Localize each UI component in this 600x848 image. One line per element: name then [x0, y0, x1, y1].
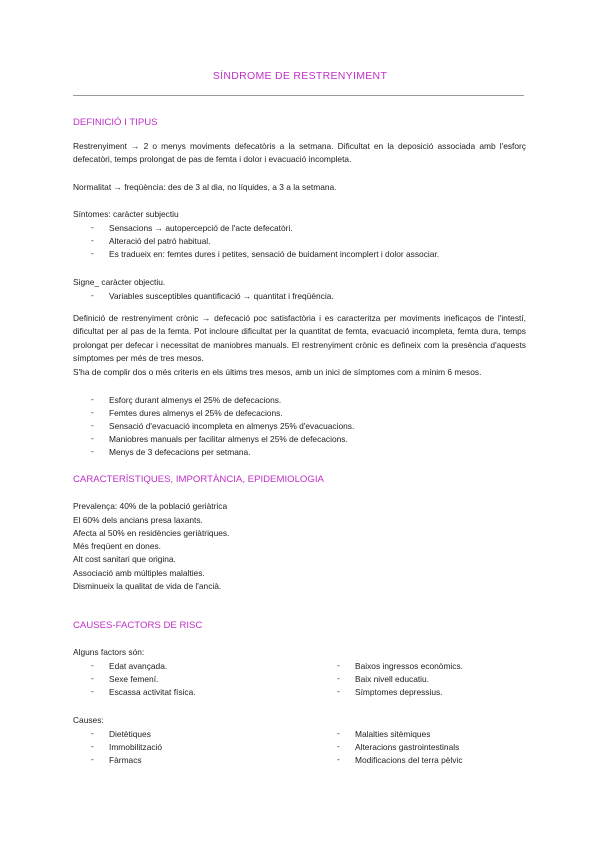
list-bullet: -: [91, 235, 94, 245]
list-item: Baix nivell educatiu.: [355, 674, 430, 684]
list-bullet: -: [91, 741, 94, 751]
list-item: Edat avançada.: [109, 661, 168, 671]
title-divider: [73, 95, 524, 96]
list-bullet: -: [337, 660, 340, 670]
paragraph-restrenyiment: Restrenyiment → 2 o menys moviments defecatòris a la setmana. Dificultat en la deposició associada amb l'esforç defecatòri, temps prolongat de pas de femta i dolor i evacuació incompleta.: [73, 141, 526, 165]
section-heading-definicio: DEFINICIÓ I TIPUS: [73, 117, 158, 128]
signe-label: Signe_ caràcter objectiu.: [73, 277, 166, 287]
epidemiology-line: Prevalença: 40% de la població geriàtrica: [73, 501, 228, 511]
list-bullet: -: [91, 728, 94, 738]
list-item: Variables susceptibles quantificació → quantitat i freqüència.: [109, 291, 334, 301]
causes-label: Causes:: [73, 715, 104, 725]
list-item: Femtes dures almenys el 25% de defecacions.: [109, 408, 283, 418]
list-item: Baixos ingressos econòmics.: [355, 661, 463, 671]
list-item: Dietètiques: [109, 729, 151, 739]
list-item: Malalties sitèmiques: [355, 729, 431, 739]
list-item: Maniobres manuals per facilitar almenys el 25% de defecacions.: [109, 434, 348, 444]
epidemiology-line: El 60% dels ancians presa laxants.: [73, 515, 203, 525]
list-item: Sensació d'evacuació incompleta en almenys 25% d'evacuacions.: [109, 421, 355, 431]
list-item: Fàrmacs: [109, 755, 142, 765]
section-heading-causes: CAUSES-FACTORS DE RISC: [73, 620, 203, 631]
factors-label: Alguns factors són:: [73, 647, 145, 657]
list-item: Sexe femení.: [109, 674, 159, 684]
list-item: Menys de 3 defecacions per setmana.: [109, 447, 251, 457]
list-bullet: -: [337, 728, 340, 738]
list-bullet: -: [337, 741, 340, 751]
list-bullet: -: [91, 660, 94, 670]
list-item: Es tradueix en: femtes dures i petites, sensació de buidament incomplert i dolor associar.: [109, 249, 440, 259]
paragraph-criteris: S'ha de complir dos o més criteris en els últims tres mesos, amb un inici de símptomes com a mínim 6 mesos.: [73, 367, 482, 377]
list-bullet: -: [91, 420, 94, 430]
list-bullet: -: [91, 394, 94, 404]
epidemiology-line: Afecta al 50% en residències geriàtriques.: [73, 528, 230, 538]
list-bullet: -: [91, 433, 94, 443]
list-bullet: -: [337, 673, 340, 683]
paragraph-normalitat: Normalitat → freqüència: des de 3 al dia, no líquides, a 3 a la setmana.: [73, 182, 337, 192]
list-bullet: -: [91, 673, 94, 683]
list-item: Alteracions gastrointestinals: [355, 742, 460, 752]
epidemiology-line: Més freqüent en dones.: [73, 541, 161, 551]
list-bullet: -: [91, 446, 94, 456]
sintomes-label: Síntomes: caràcter subjectiu: [73, 209, 179, 219]
epidemiology-line: Alt cost sanitari que origina.: [73, 554, 176, 564]
list-item: Esforç durant almenys el 25% de defecacions.: [109, 395, 282, 405]
list-bullet: -: [337, 686, 340, 696]
epidemiology-line: Disminueix la qualitat de vida de l'ancià.: [73, 581, 222, 591]
list-item: Escassa activitat física.: [109, 687, 196, 697]
list-bullet: -: [91, 754, 94, 764]
list-item: Sensacions → autopercepció de l'acte defecatòri.: [109, 223, 293, 233]
section-heading-caracteristiques: CARACTERÍSTIQUES, IMPORTÀNCIA, EPIDEMIOLOGIA: [73, 474, 324, 485]
list-bullet: -: [91, 248, 94, 258]
epidemiology-line: Associació amb múltiples malalties.: [73, 568, 205, 578]
list-bullet: -: [337, 754, 340, 764]
list-bullet: -: [91, 686, 94, 696]
list-item: Alteració del patró habitual.: [109, 236, 211, 246]
document-title: SÍNDROME DE RESTRENYIMENT: [212, 70, 388, 82]
paragraph-cronic: Definició de restrenyiment crònic → defecació poc satisfactòria i es caracteritza per moviments ineficaços de l'intestí, dificultat per al pas de la femta. Pot incloure dificultat per la quantitat de femta, evacuació incompleta, femta dura, temps prolongat per defecar i necessitat de maniobres manuals. El restrenyiment crònic es defineix com la presència d'aquests símptomes per més de tres mesos.: [73, 313, 526, 364]
list-bullet: -: [91, 290, 94, 300]
list-bullet: -: [91, 222, 94, 232]
list-bullet: -: [91, 407, 94, 417]
list-item: Immobilització: [109, 742, 163, 752]
list-item: Símptomes depressius.: [355, 687, 443, 697]
list-item: Modificacions del terra pèlvic: [355, 755, 463, 765]
